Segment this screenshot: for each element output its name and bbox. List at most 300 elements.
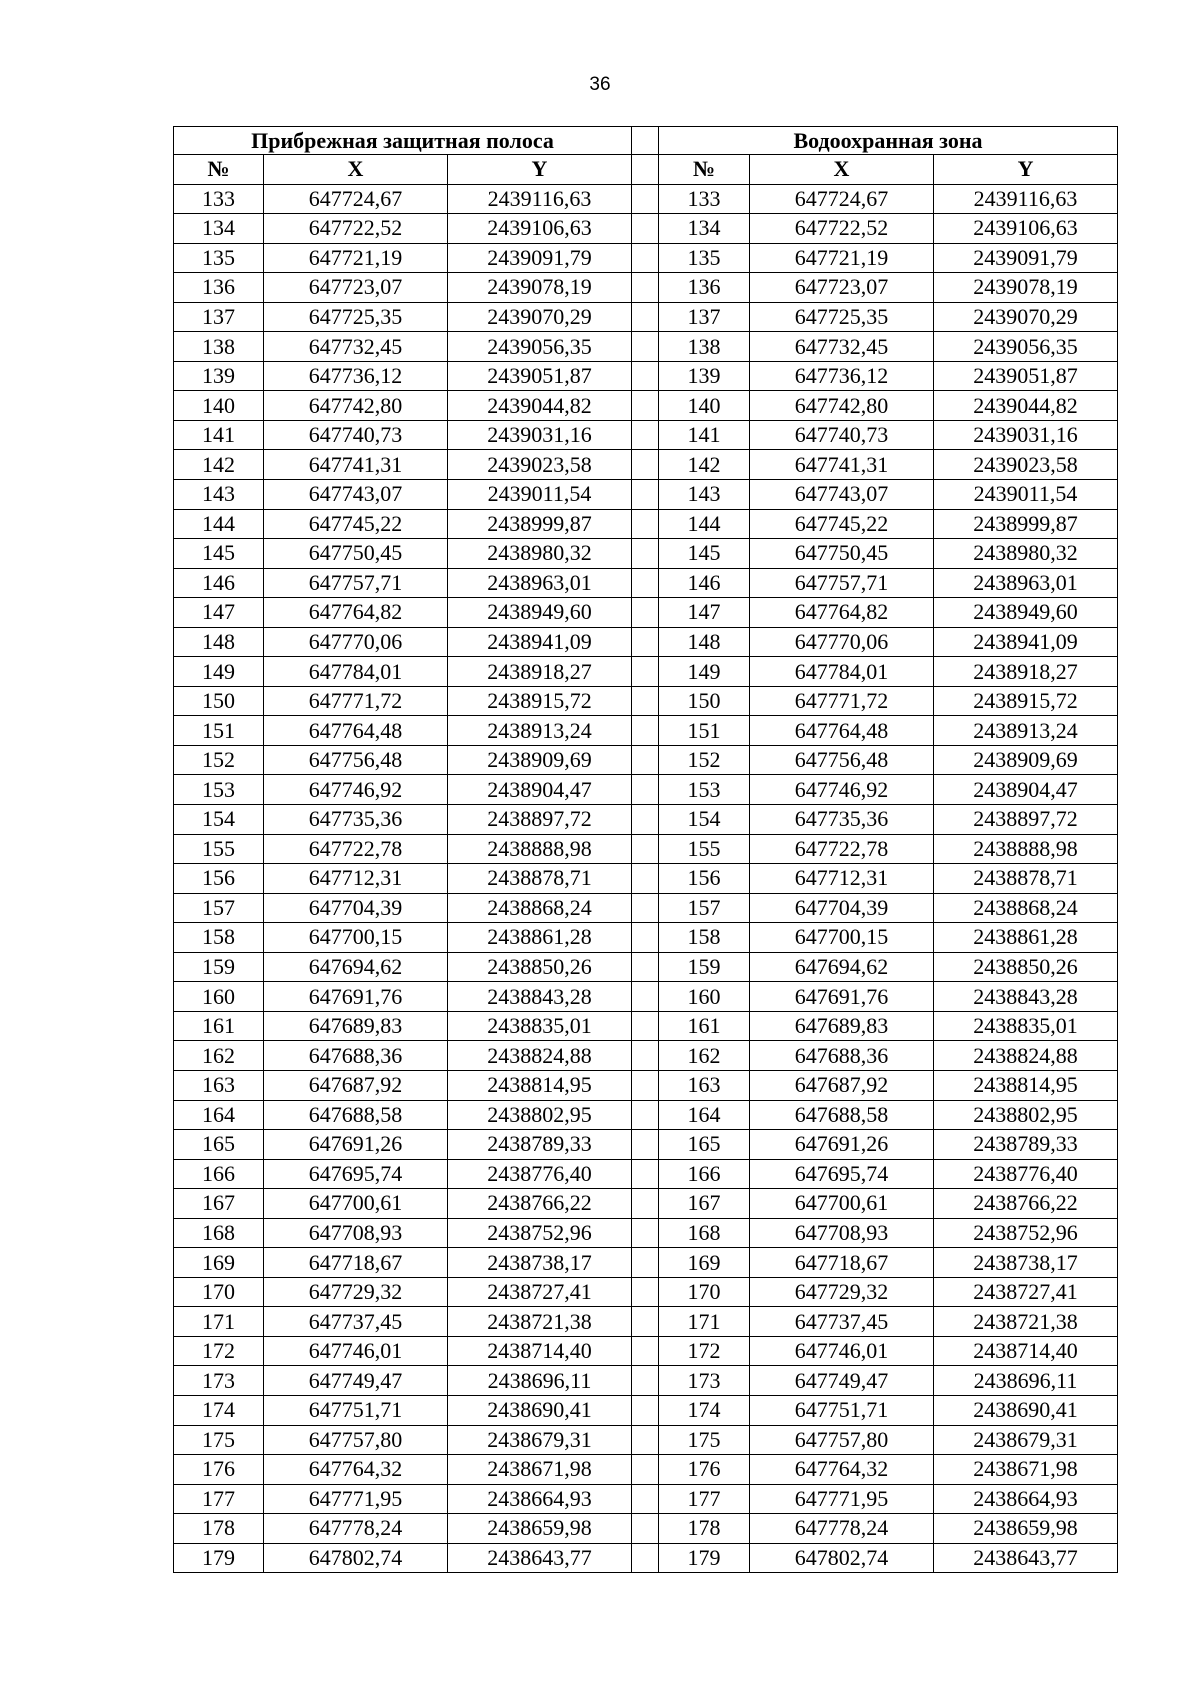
column-gap <box>632 1543 659 1573</box>
left-y-header: Y <box>448 155 632 185</box>
left-y-cell: 2438789,33 <box>448 1130 632 1160</box>
left-number-cell: 153 <box>174 775 264 805</box>
left-y-cell: 2438904,47 <box>448 775 632 805</box>
right-number-cell: 153 <box>659 775 750 805</box>
right-y-cell: 2438671,98 <box>934 1455 1118 1485</box>
right-number-cell: 165 <box>659 1130 750 1160</box>
column-gap <box>632 184 659 214</box>
left-number-cell: 146 <box>174 568 264 598</box>
column-gap <box>632 745 659 775</box>
right-x-cell: 647687,92 <box>750 1070 934 1100</box>
left-number-cell: 160 <box>174 982 264 1012</box>
left-y-cell: 2439056,35 <box>448 332 632 362</box>
left-x-cell: 647736,12 <box>264 361 448 391</box>
right-y-cell: 2438766,22 <box>934 1189 1118 1219</box>
left-y-cell: 2438843,28 <box>448 982 632 1012</box>
column-gap <box>632 273 659 303</box>
column-gap <box>632 214 659 244</box>
column-gap <box>632 539 659 569</box>
left-y-cell: 2438850,26 <box>448 952 632 982</box>
right-x-cell: 647722,78 <box>750 834 934 864</box>
right-x-cell: 647784,01 <box>750 657 934 687</box>
right-y-header: Y <box>934 155 1118 185</box>
column-gap <box>632 391 659 421</box>
right-number-cell: 159 <box>659 952 750 982</box>
left-number-cell: 162 <box>174 1041 264 1071</box>
left-number-cell: 172 <box>174 1336 264 1366</box>
column-gap <box>632 805 659 835</box>
right-number-cell: 137 <box>659 302 750 332</box>
left-y-cell: 2438664,93 <box>448 1484 632 1514</box>
right-number-cell: 176 <box>659 1455 750 1485</box>
left-x-cell: 647708,93 <box>264 1218 448 1248</box>
left-y-cell: 2438714,40 <box>448 1336 632 1366</box>
left-number-cell: 147 <box>174 598 264 628</box>
right-number-cell: 163 <box>659 1070 750 1100</box>
left-number-cell: 143 <box>174 480 264 510</box>
table-row <box>174 361 1118 391</box>
left-x-cell: 647688,58 <box>264 1100 448 1130</box>
table-row <box>174 1159 1118 1189</box>
right-x-cell: 647771,72 <box>750 686 934 716</box>
left-y-cell: 2438963,01 <box>448 568 632 598</box>
right-x-cell: 647721,19 <box>750 243 934 273</box>
right-number-cell: 141 <box>659 420 750 450</box>
table-row <box>174 1130 1118 1160</box>
left-y-cell: 2438659,98 <box>448 1514 632 1544</box>
column-gap <box>632 1159 659 1189</box>
right-number-cell: 170 <box>659 1277 750 1307</box>
left-x-cell: 647746,01 <box>264 1336 448 1366</box>
right-x-cell: 647764,48 <box>750 716 934 746</box>
left-number-cell: 133 <box>174 184 264 214</box>
right-number-cell: 139 <box>659 361 750 391</box>
column-gap <box>632 450 659 480</box>
left-y-cell: 2439023,58 <box>448 450 632 480</box>
left-number-cell: 148 <box>174 627 264 657</box>
column-gap <box>632 686 659 716</box>
left-number-cell: 179 <box>174 1543 264 1573</box>
left-y-cell: 2438918,27 <box>448 657 632 687</box>
left-y-cell: 2438941,09 <box>448 627 632 657</box>
left-x-cell: 647700,61 <box>264 1189 448 1219</box>
left-y-cell: 2439106,63 <box>448 214 632 244</box>
left-number-cell: 174 <box>174 1395 264 1425</box>
right-y-cell: 2438868,24 <box>934 893 1118 923</box>
right-x-cell: 647688,36 <box>750 1041 934 1071</box>
right-x-cell: 647688,58 <box>750 1100 934 1130</box>
right-y-cell: 2438963,01 <box>934 568 1118 598</box>
right-y-cell: 2438904,47 <box>934 775 1118 805</box>
left-y-cell: 2438679,31 <box>448 1425 632 1455</box>
column-gap <box>632 864 659 894</box>
right-y-cell: 2439044,82 <box>934 391 1118 421</box>
left-number-cell: 155 <box>174 834 264 864</box>
right-number-cell: 143 <box>659 480 750 510</box>
left-x-cell: 647757,71 <box>264 568 448 598</box>
table-row <box>174 627 1118 657</box>
left-y-cell: 2438999,87 <box>448 509 632 539</box>
table-row <box>174 805 1118 835</box>
right-y-cell: 2439078,19 <box>934 273 1118 303</box>
left-number-cell: 175 <box>174 1425 264 1455</box>
right-y-cell: 2438664,93 <box>934 1484 1118 1514</box>
right-x-cell: 647756,48 <box>750 745 934 775</box>
coastal-protection-strip-title: Прибрежная защитная полоса <box>174 127 632 155</box>
right-y-cell: 2438714,40 <box>934 1336 1118 1366</box>
left-x-cell: 647771,95 <box>264 1484 448 1514</box>
table-row <box>174 1484 1118 1514</box>
left-x-cell: 647741,31 <box>264 450 448 480</box>
right-x-cell: 647700,61 <box>750 1189 934 1219</box>
table-row <box>174 834 1118 864</box>
left-y-cell: 2438824,88 <box>448 1041 632 1071</box>
table-row <box>174 302 1118 332</box>
column-gap <box>632 127 659 155</box>
left-number-cell: 152 <box>174 745 264 775</box>
left-y-cell: 2438897,72 <box>448 805 632 835</box>
left-number-cell: 168 <box>174 1218 264 1248</box>
left-number-cell: 161 <box>174 1011 264 1041</box>
table-row <box>174 391 1118 421</box>
right-number-cell: 174 <box>659 1395 750 1425</box>
left-y-cell: 2439116,63 <box>448 184 632 214</box>
right-number-cell: 156 <box>659 864 750 894</box>
right-x-cell: 647689,83 <box>750 1011 934 1041</box>
right-x-cell: 647757,71 <box>750 568 934 598</box>
left-x-cell: 647764,32 <box>264 1455 448 1485</box>
right-x-cell: 647735,36 <box>750 805 934 835</box>
right-x-cell: 647729,32 <box>750 1277 934 1307</box>
table-row <box>174 864 1118 894</box>
left-x-cell: 647771,72 <box>264 686 448 716</box>
left-y-cell: 2438913,24 <box>448 716 632 746</box>
right-number-cell: 161 <box>659 1011 750 1041</box>
right-y-cell: 2439011,54 <box>934 480 1118 510</box>
right-x-cell: 647746,01 <box>750 1336 934 1366</box>
table-row <box>174 598 1118 628</box>
left-number-cell: 140 <box>174 391 264 421</box>
left-x-cell: 647746,92 <box>264 775 448 805</box>
page-number: 36 <box>589 74 611 95</box>
left-x-cell: 647689,83 <box>264 1011 448 1041</box>
right-y-cell: 2438696,11 <box>934 1366 1118 1396</box>
left-number-cell: 135 <box>174 243 264 273</box>
left-x-cell: 647770,06 <box>264 627 448 657</box>
left-y-cell: 2439051,87 <box>448 361 632 391</box>
column-gap <box>632 1455 659 1485</box>
right-number-cell: 166 <box>659 1159 750 1189</box>
right-number-cell: 172 <box>659 1336 750 1366</box>
right-number-cell: 171 <box>659 1307 750 1337</box>
right-y-cell: 2438941,09 <box>934 627 1118 657</box>
left-number-cell: 167 <box>174 1189 264 1219</box>
table-row <box>174 775 1118 805</box>
table-row <box>174 1425 1118 1455</box>
right-y-cell: 2439116,63 <box>934 184 1118 214</box>
left-number-cell: 159 <box>174 952 264 982</box>
section-header-row <box>174 127 1118 155</box>
left-y-cell: 2438909,69 <box>448 745 632 775</box>
table-row <box>174 982 1118 1012</box>
right-y-cell: 2438643,77 <box>934 1543 1118 1573</box>
left-y-cell: 2438868,24 <box>448 893 632 923</box>
right-x-cell: 647712,31 <box>750 864 934 894</box>
left-x-cell: 647712,31 <box>264 864 448 894</box>
left-number-cell: 145 <box>174 539 264 569</box>
left-x-cell: 647691,76 <box>264 982 448 1012</box>
table-row <box>174 420 1118 450</box>
right-y-cell: 2438659,98 <box>934 1514 1118 1544</box>
coordinates-table <box>173 126 1118 1573</box>
right-number-cell: 154 <box>659 805 750 835</box>
table-row <box>174 716 1118 746</box>
left-number-cell: 154 <box>174 805 264 835</box>
left-x-cell: 647757,80 <box>264 1425 448 1455</box>
right-x-cell: 647770,06 <box>750 627 934 657</box>
left-number-cell: 141 <box>174 420 264 450</box>
table-row <box>174 1011 1118 1041</box>
left-x-cell: 647756,48 <box>264 745 448 775</box>
coordinates-body <box>174 184 1118 1573</box>
left-x-cell: 647723,07 <box>264 273 448 303</box>
table-row <box>174 923 1118 953</box>
right-y-cell: 2438738,17 <box>934 1248 1118 1278</box>
column-gap <box>632 982 659 1012</box>
column-gap <box>632 657 659 687</box>
column-gap <box>632 716 659 746</box>
right-number-cell: 148 <box>659 627 750 657</box>
left-x-cell: 647695,74 <box>264 1159 448 1189</box>
table-row <box>174 1514 1118 1544</box>
left-x-cell: 647802,74 <box>264 1543 448 1573</box>
left-x-cell: 647784,01 <box>264 657 448 687</box>
left-number-cell: 136 <box>174 273 264 303</box>
right-x-cell: 647722,52 <box>750 214 934 244</box>
left-number-cell: 138 <box>174 332 264 362</box>
column-gap <box>632 775 659 805</box>
left-y-cell: 2438752,96 <box>448 1218 632 1248</box>
right-y-cell: 2439051,87 <box>934 361 1118 391</box>
left-y-cell: 2438980,32 <box>448 539 632 569</box>
right-y-cell: 2438913,24 <box>934 716 1118 746</box>
right-y-cell: 2438861,28 <box>934 923 1118 953</box>
left-y-cell: 2438671,98 <box>448 1455 632 1485</box>
left-x-cell: 647732,45 <box>264 332 448 362</box>
right-x-header: X <box>750 155 934 185</box>
column-gap <box>632 302 659 332</box>
table-row <box>174 273 1118 303</box>
table-row <box>174 745 1118 775</box>
left-x-cell: 647743,07 <box>264 480 448 510</box>
left-number-cell: 173 <box>174 1366 264 1396</box>
column-gap <box>632 598 659 628</box>
left-y-cell: 2438915,72 <box>448 686 632 716</box>
left-x-cell: 647750,45 <box>264 539 448 569</box>
right-number-cell: 160 <box>659 982 750 1012</box>
left-y-cell: 2438776,40 <box>448 1159 632 1189</box>
left-number-cell: 139 <box>174 361 264 391</box>
right-number-cell: 173 <box>659 1366 750 1396</box>
table-row <box>174 893 1118 923</box>
left-number-cell: 169 <box>174 1248 264 1278</box>
table-row <box>174 1307 1118 1337</box>
right-number-cell: 146 <box>659 568 750 598</box>
left-number-cell: 176 <box>174 1455 264 1485</box>
table-row <box>174 214 1118 244</box>
right-number-cell: 133 <box>659 184 750 214</box>
left-y-cell: 2438738,17 <box>448 1248 632 1278</box>
right-x-cell: 647751,71 <box>750 1395 934 1425</box>
right-y-cell: 2439023,58 <box>934 450 1118 480</box>
left-x-cell: 647721,19 <box>264 243 448 273</box>
right-x-cell: 647771,95 <box>750 1484 934 1514</box>
right-x-cell: 647764,32 <box>750 1455 934 1485</box>
right-y-cell: 2438814,95 <box>934 1070 1118 1100</box>
right-number-cell: 179 <box>659 1543 750 1573</box>
left-number-cell: 144 <box>174 509 264 539</box>
column-gap <box>632 361 659 391</box>
water-protection-zone-title: Водоохранная зона <box>659 127 1118 155</box>
left-x-cell: 647718,67 <box>264 1248 448 1278</box>
left-y-cell: 2439044,82 <box>448 391 632 421</box>
right-y-cell: 2438999,87 <box>934 509 1118 539</box>
left-number-cell: 157 <box>174 893 264 923</box>
right-x-cell: 647708,93 <box>750 1218 934 1248</box>
right-y-cell: 2438843,28 <box>934 982 1118 1012</box>
left-y-cell: 2438814,95 <box>448 1070 632 1100</box>
right-number-cell: 136 <box>659 273 750 303</box>
left-x-cell: 647742,80 <box>264 391 448 421</box>
column-gap <box>632 243 659 273</box>
table-row <box>174 686 1118 716</box>
table-row <box>174 1455 1118 1485</box>
column-gap <box>632 568 659 598</box>
column-gap <box>632 952 659 982</box>
right-number-cell: 164 <box>659 1100 750 1130</box>
right-number-cell: 155 <box>659 834 750 864</box>
right-number-cell: 162 <box>659 1041 750 1071</box>
column-gap <box>632 1248 659 1278</box>
table-row <box>174 1189 1118 1219</box>
right-y-cell: 2438752,96 <box>934 1218 1118 1248</box>
right-number-header: № <box>659 155 750 185</box>
left-number-cell: 170 <box>174 1277 264 1307</box>
right-y-cell: 2439056,35 <box>934 332 1118 362</box>
table-row <box>174 480 1118 510</box>
right-x-cell: 647723,07 <box>750 273 934 303</box>
left-y-cell: 2438727,41 <box>448 1277 632 1307</box>
right-y-cell: 2438679,31 <box>934 1425 1118 1455</box>
left-x-cell: 647735,36 <box>264 805 448 835</box>
right-number-cell: 168 <box>659 1218 750 1248</box>
left-number-cell: 156 <box>174 864 264 894</box>
right-y-cell: 2438802,95 <box>934 1100 1118 1130</box>
right-x-cell: 647700,15 <box>750 923 934 953</box>
column-gap <box>632 332 659 362</box>
right-x-cell: 647725,35 <box>750 302 934 332</box>
right-number-cell: 144 <box>659 509 750 539</box>
right-y-cell: 2438727,41 <box>934 1277 1118 1307</box>
table-row <box>174 184 1118 214</box>
column-gap <box>632 155 659 185</box>
column-gap <box>632 480 659 510</box>
left-x-cell: 647751,71 <box>264 1395 448 1425</box>
right-x-cell: 647724,67 <box>750 184 934 214</box>
right-y-cell: 2438888,98 <box>934 834 1118 864</box>
right-y-cell: 2438915,72 <box>934 686 1118 716</box>
right-x-cell: 647704,39 <box>750 893 934 923</box>
table-row <box>174 1277 1118 1307</box>
right-x-cell: 647743,07 <box>750 480 934 510</box>
left-number-cell: 165 <box>174 1130 264 1160</box>
right-y-cell: 2438776,40 <box>934 1159 1118 1189</box>
column-gap <box>632 1336 659 1366</box>
left-number-cell: 149 <box>174 657 264 687</box>
table-row <box>174 1070 1118 1100</box>
left-y-cell: 2438802,95 <box>448 1100 632 1130</box>
right-x-cell: 647737,45 <box>750 1307 934 1337</box>
column-gap <box>632 1307 659 1337</box>
left-y-cell: 2439031,16 <box>448 420 632 450</box>
table-row <box>174 1100 1118 1130</box>
left-number-cell: 150 <box>174 686 264 716</box>
left-number-cell: 151 <box>174 716 264 746</box>
right-y-cell: 2438918,27 <box>934 657 1118 687</box>
right-number-cell: 167 <box>659 1189 750 1219</box>
column-gap <box>632 509 659 539</box>
left-number-cell: 178 <box>174 1514 264 1544</box>
right-number-cell: 169 <box>659 1248 750 1278</box>
left-x-cell: 647764,48 <box>264 716 448 746</box>
left-y-cell: 2438888,98 <box>448 834 632 864</box>
left-x-cell: 647704,39 <box>264 893 448 923</box>
left-number-cell: 171 <box>174 1307 264 1337</box>
left-x-cell: 647749,47 <box>264 1366 448 1396</box>
left-x-cell: 647694,62 <box>264 952 448 982</box>
right-x-cell: 647749,47 <box>750 1366 934 1396</box>
column-gap <box>632 893 659 923</box>
right-number-cell: 142 <box>659 450 750 480</box>
column-gap <box>632 1070 659 1100</box>
right-y-cell: 2439106,63 <box>934 214 1118 244</box>
right-x-cell: 647764,82 <box>750 598 934 628</box>
left-number-cell: 158 <box>174 923 264 953</box>
right-x-cell: 647694,62 <box>750 952 934 982</box>
left-x-header: X <box>264 155 448 185</box>
left-y-cell: 2438835,01 <box>448 1011 632 1041</box>
right-y-cell: 2438789,33 <box>934 1130 1118 1160</box>
left-y-cell: 2439011,54 <box>448 480 632 510</box>
column-gap <box>632 834 659 864</box>
table-row <box>174 952 1118 982</box>
column-gap <box>632 1395 659 1425</box>
left-y-cell: 2438721,38 <box>448 1307 632 1337</box>
left-number-header: № <box>174 155 264 185</box>
left-y-cell: 2438696,11 <box>448 1366 632 1396</box>
right-x-cell: 647691,76 <box>750 982 934 1012</box>
left-number-cell: 142 <box>174 450 264 480</box>
right-x-cell: 647718,67 <box>750 1248 934 1278</box>
right-y-cell: 2439070,29 <box>934 302 1118 332</box>
column-gap <box>632 1189 659 1219</box>
right-number-cell: 158 <box>659 923 750 953</box>
right-y-cell: 2439031,16 <box>934 420 1118 450</box>
table-row <box>174 1336 1118 1366</box>
left-x-cell: 647688,36 <box>264 1041 448 1071</box>
left-y-cell: 2439091,79 <box>448 243 632 273</box>
table-row <box>174 243 1118 273</box>
